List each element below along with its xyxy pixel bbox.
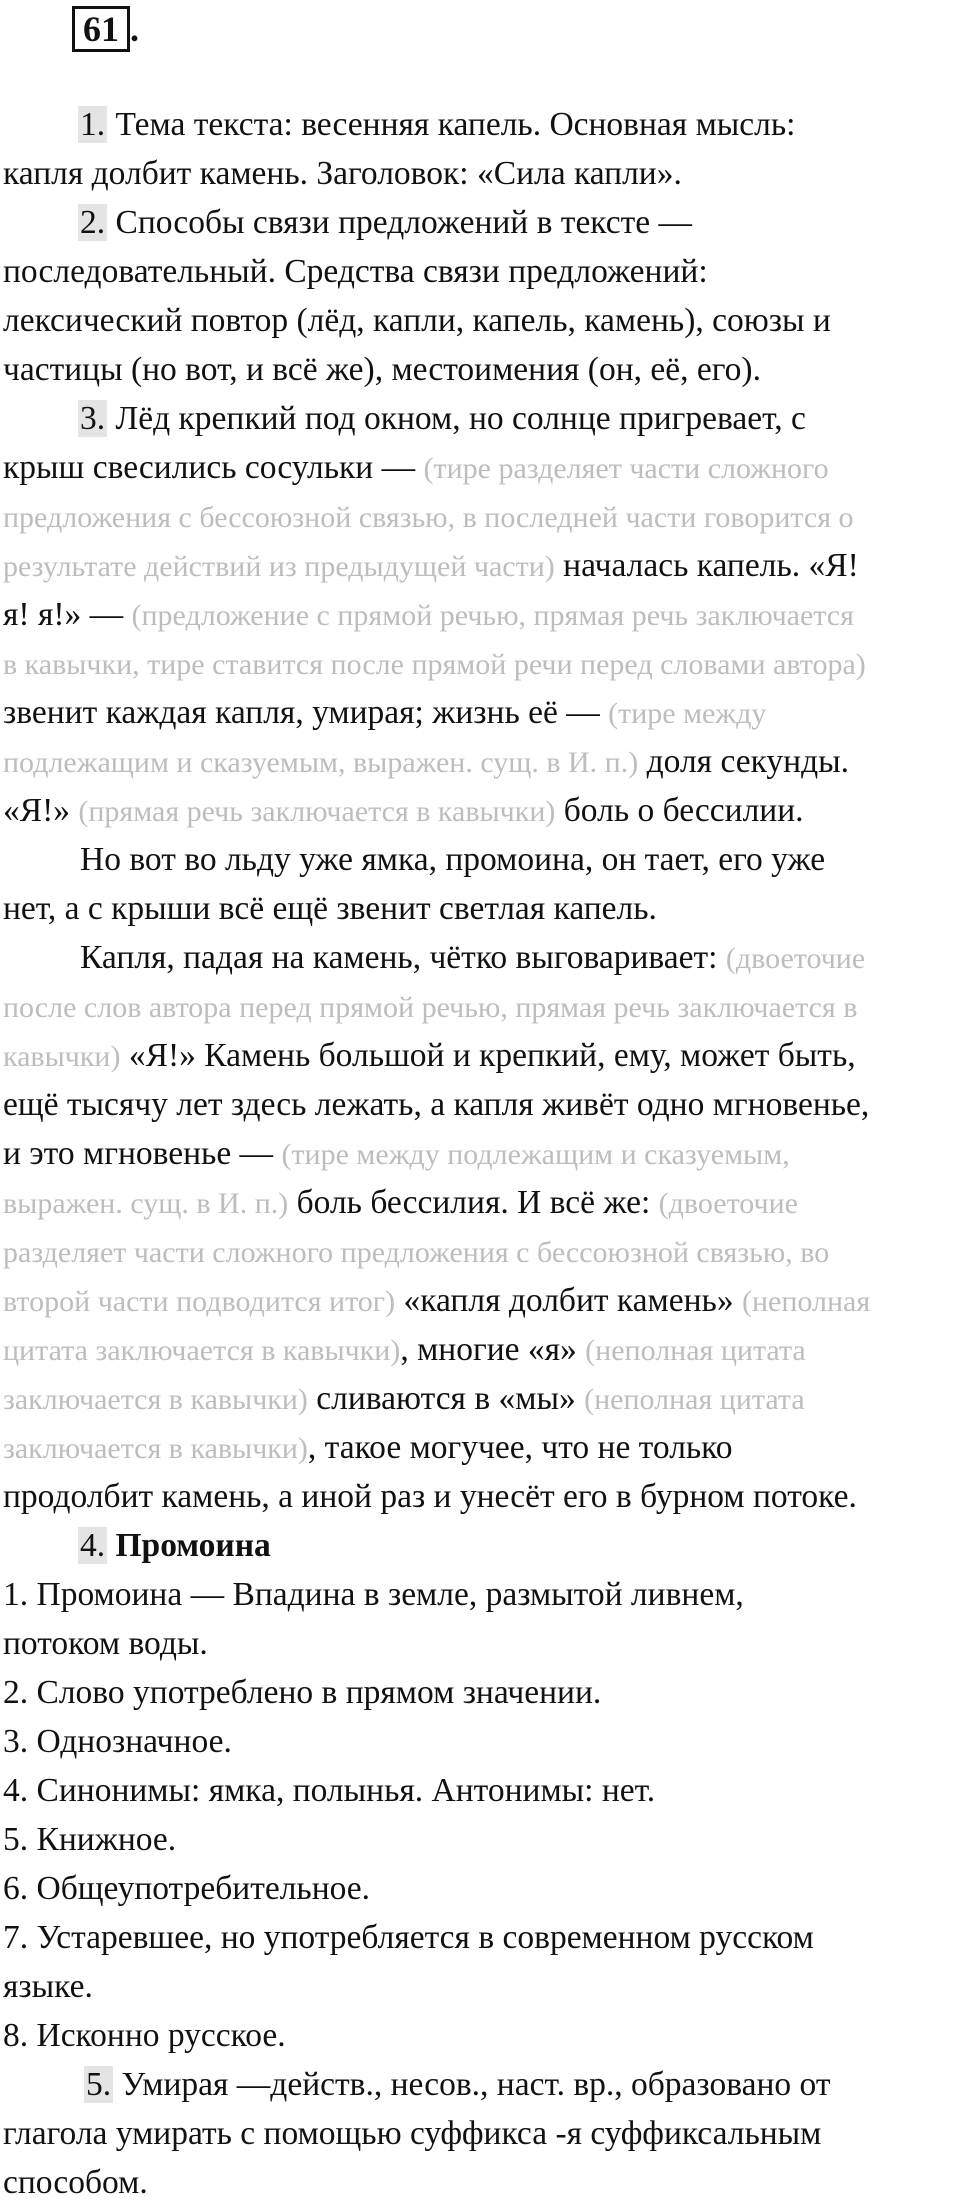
body-text: 1. Промоина — Впадина в земле, размытой ливнем, xyxy=(3,1576,744,1613)
text-line xyxy=(3,688,766,738)
text-line xyxy=(80,835,825,884)
body-text: потоком воды. xyxy=(3,1625,208,1662)
text-line xyxy=(3,1227,829,1277)
body-text: боль о бессилии. xyxy=(555,792,804,829)
body-text: я! я!» — xyxy=(3,596,132,633)
body-text: Капля, падая на камень, чётко выговаривает: xyxy=(80,939,726,976)
body-text: Но вот во льду уже ямка, промоина, он тает, его уже xyxy=(80,841,826,878)
text-line xyxy=(84,2060,830,2109)
task-number: 61 . xyxy=(72,6,139,52)
grammar-comment: кавычки) xyxy=(3,1040,121,1073)
text-line xyxy=(3,1129,790,1179)
text-line xyxy=(3,345,761,394)
item-heading xyxy=(78,1521,271,1570)
grammar-comment: (тире между подлежащим и сказуемым, xyxy=(281,1138,790,1171)
grammar-comment: (тире между xyxy=(608,697,767,730)
grammar-comment: результате действий из предыдущей части) xyxy=(3,550,555,583)
grammar-comment: разделяет части сложного предложения с бессоюзной связью, во xyxy=(3,1236,830,1269)
item-title: Промоина xyxy=(115,1527,271,1564)
task-number-box: 61 xyxy=(72,6,130,52)
text-line xyxy=(3,1178,798,1228)
item-number: 1. xyxy=(80,106,106,143)
body-text: капля долбит камень. Заголовок: «Сила капли». xyxy=(3,155,682,192)
body-text: «капля долбит камень» xyxy=(395,1282,742,1319)
body-text: языке. xyxy=(3,1968,93,2005)
text-line xyxy=(3,1913,814,1962)
text-line xyxy=(80,933,865,983)
grammar-comment: (неполная xyxy=(741,1285,871,1318)
body-text: Тема текста: весенняя капель. Основная мысль: xyxy=(115,106,796,143)
text-line xyxy=(78,100,795,149)
body-text: 5. Книжное. xyxy=(3,1821,177,1858)
body-text: частицы (но вот, и всё же), местоимения (он, её, его). xyxy=(3,351,761,388)
body-text: Умирая —действ., несов., наст. вр., образовано от xyxy=(121,2066,831,2103)
body-text: ещё тысячу лет здесь лежать, а капля живёт одно мгновенье, xyxy=(3,1086,870,1123)
item-number: 5. xyxy=(86,2066,112,2103)
text-line xyxy=(3,492,854,542)
text-line xyxy=(3,1276,870,1326)
grammar-comment: (тире разделяет части сложного xyxy=(423,452,829,485)
text-line xyxy=(3,1472,857,1521)
body-text: Лёд крепкий под окном, но солнце пригревает, с xyxy=(115,400,806,437)
body-text: боль бессилия. И всё же: xyxy=(288,1184,659,1221)
text-line xyxy=(3,737,849,787)
text-line xyxy=(3,2158,148,2207)
text-line xyxy=(3,1766,655,1815)
grammar-comment: предложения с бессоюзной связью, в последней части говорится о xyxy=(3,501,854,534)
body-text: 6. Общеупотребительное. xyxy=(3,1870,371,1907)
text-line xyxy=(3,1031,856,1081)
body-text: «Я!» xyxy=(3,792,79,829)
body-text: нет, а с крыши всё ещё звенит светлая капель. xyxy=(3,890,657,927)
grammar-comment: выражен. сущ. в И. п.) xyxy=(3,1187,289,1220)
body-text: «Я!» Камень большой и крепкий, ему, может быть, xyxy=(120,1037,856,1074)
text-line xyxy=(3,884,657,933)
body-text: 3. Однозначное. xyxy=(3,1723,232,1760)
body-text: 7. Устаревшее, но употребляется в современном русском xyxy=(3,1919,814,1956)
body-text: последовательный. Средства связи предложений: xyxy=(3,253,708,290)
text-line xyxy=(3,639,866,689)
body-text: 2. Слово употреблено в прямом значении. xyxy=(3,1674,602,1711)
grammar-comment: заключается в кавычки) xyxy=(3,1383,308,1416)
body-text: глагола умирать с помощью суффикса -я суффиксальным xyxy=(3,2115,822,2152)
grammar-comment: (неполная цитата xyxy=(584,1383,805,1416)
body-text: продолбит камень, а иной раз и унесёт его в бурном потоке. xyxy=(3,1478,857,1515)
body-text: звенит каждая капля, умирая; жизнь её — xyxy=(3,694,609,731)
text-line xyxy=(3,1325,806,1375)
grammar-comment: подлежащим и сказуемым, выражен. сущ. в И. п.) xyxy=(3,746,639,779)
text-line xyxy=(3,1668,601,1717)
text-line xyxy=(3,1619,208,1668)
text-line xyxy=(3,1717,232,1766)
text-line xyxy=(3,590,854,640)
body-text: 8. Исконно русское. xyxy=(3,2017,286,2054)
item-number: 2. xyxy=(80,204,106,241)
grammar-comment: в кавычки, тире ставится после прямой речи перед словами автора) xyxy=(3,648,866,681)
body-text: способом. xyxy=(3,2164,148,2201)
text-line xyxy=(78,394,806,443)
grammar-comment: (двоеточие xyxy=(725,942,866,975)
body-text: доля секунды. xyxy=(638,743,850,780)
text-line xyxy=(3,1815,176,1864)
grammar-comment: цитата заключается в кавычки) xyxy=(3,1334,401,1367)
text-line xyxy=(3,1962,93,2011)
body-text: началась капель. «Я! xyxy=(554,547,859,584)
text-line xyxy=(3,1080,869,1129)
body-text: 4. Синонимы: ямка, полынья. Антонимы: нет. xyxy=(3,1772,656,1809)
body-text: , многие «я» xyxy=(400,1331,586,1368)
text-line xyxy=(3,1374,805,1424)
body-text: , такое могучее, что не только xyxy=(307,1429,733,1466)
text-line xyxy=(3,443,829,493)
grammar-comment: второй части подводится итог) xyxy=(3,1285,396,1318)
text-line xyxy=(3,296,831,345)
text-line xyxy=(3,1864,370,1913)
text-line xyxy=(3,1570,744,1619)
text-line xyxy=(3,982,857,1032)
text-line xyxy=(3,247,708,296)
text-line xyxy=(3,541,859,591)
text-line xyxy=(3,2109,821,2158)
grammar-comment: после слов автора перед прямой речью, прямая речь заключается в xyxy=(3,991,858,1024)
text-line xyxy=(3,149,682,198)
body-text: крыш свесились сосульки — xyxy=(3,449,424,486)
item-number: 4. xyxy=(80,1527,106,1564)
grammar-comment: (двоеточие xyxy=(658,1187,798,1220)
body-text: Способы связи предложений в тексте — xyxy=(115,204,693,241)
grammar-comment: (неполная цитата xyxy=(585,1334,806,1367)
body-text: сливаются в «мы» xyxy=(307,1380,585,1417)
text-line xyxy=(3,2011,286,2060)
grammar-comment: (предложение с прямой речью, прямая речь заключается xyxy=(131,599,854,632)
item-number: 3. xyxy=(80,400,106,437)
grammar-comment: заключается в кавычки) xyxy=(3,1432,308,1465)
body-text: лексический повтор (лёд, капли, капель, камень), союзы и xyxy=(3,302,831,339)
text-line xyxy=(3,786,804,836)
text-line xyxy=(78,198,692,247)
text-line xyxy=(3,1423,733,1473)
grammar-comment: (прямая речь заключается в кавычки) xyxy=(78,795,556,828)
body-text: и это мгновенье — xyxy=(3,1135,282,1172)
